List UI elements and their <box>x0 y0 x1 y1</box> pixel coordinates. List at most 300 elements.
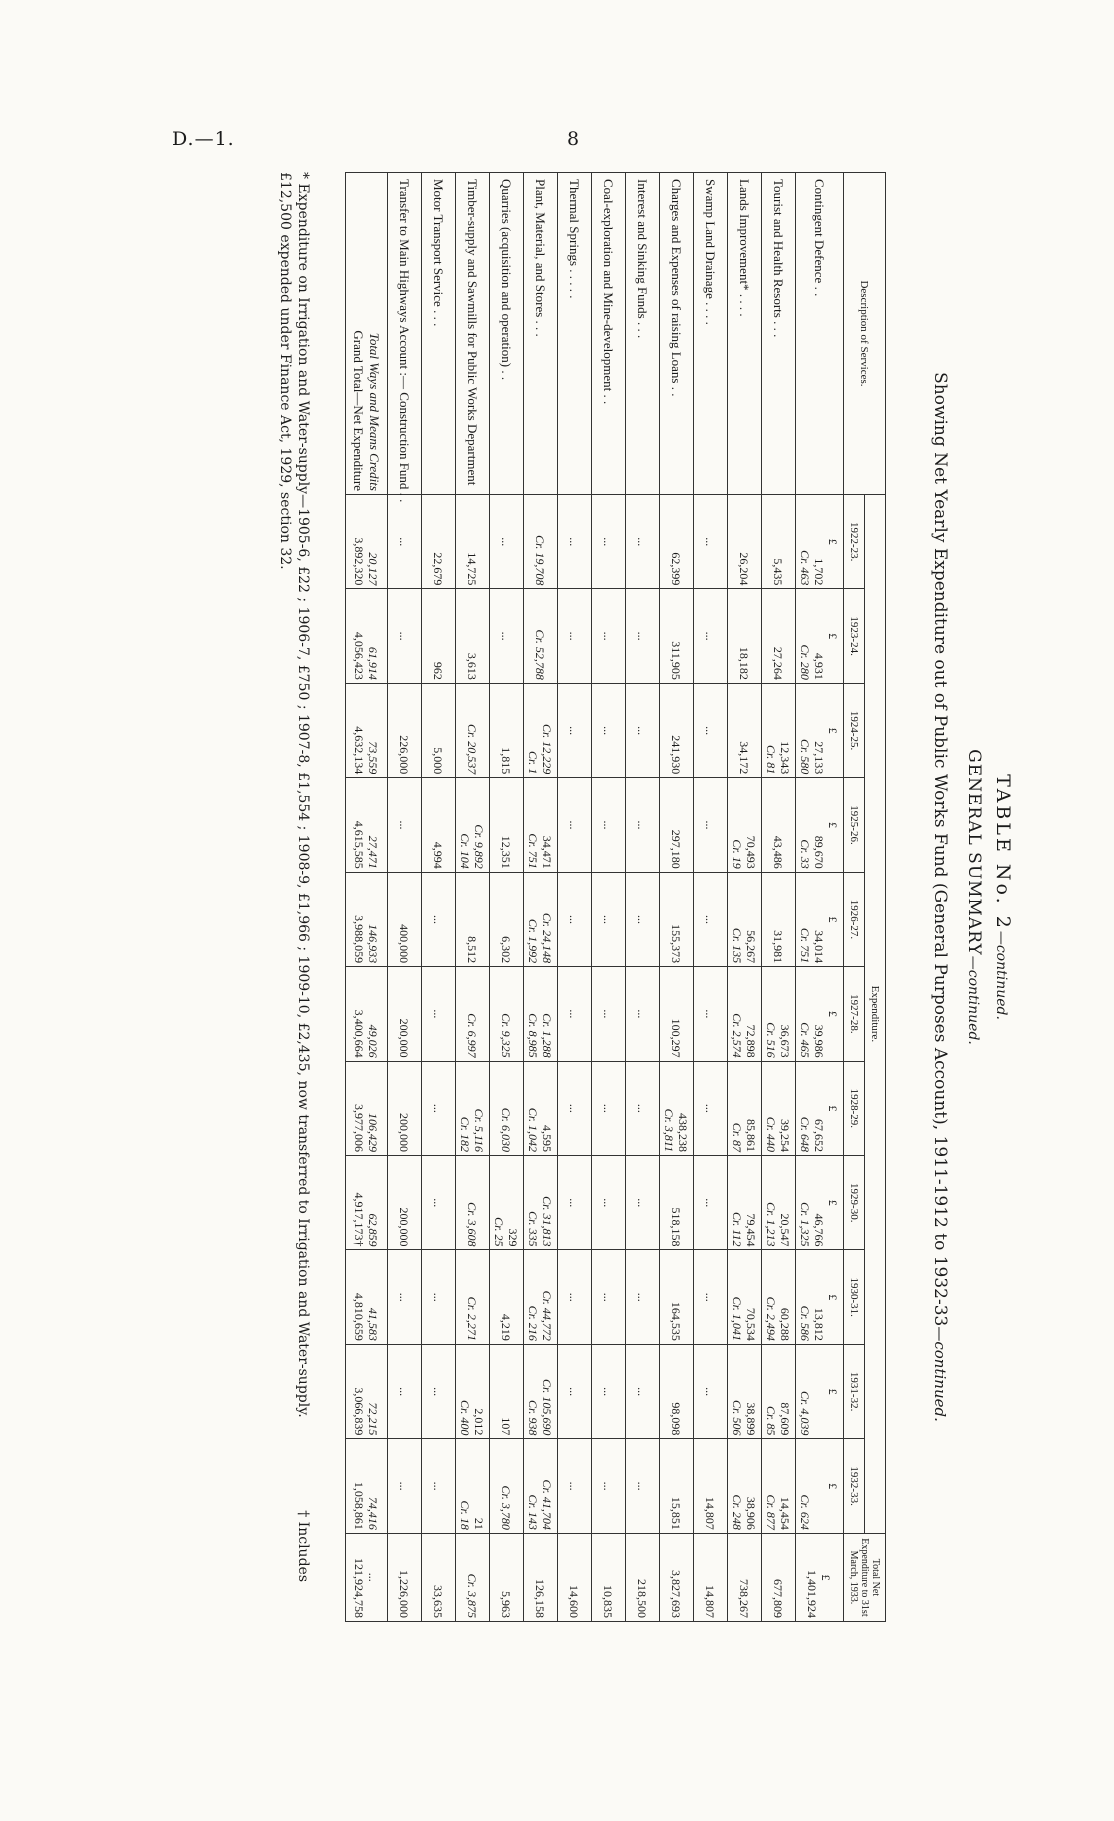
row-label: Transfer to Main Highways Account :— Construction Fund <box>397 179 413 490</box>
cell-line: ... <box>703 820 718 830</box>
cell-line: ... <box>635 1103 650 1113</box>
row-label: Swamp Land Drainage <box>703 179 719 299</box>
value-cell <box>456 1250 490 1344</box>
cell-line: Cr. 31,813 <box>540 1196 555 1247</box>
cell-line: ... <box>703 1198 718 1208</box>
leader-dots: . . <box>601 391 617 405</box>
cell-line: ... <box>397 1387 412 1397</box>
cell-line: ... <box>703 726 718 736</box>
cell-line: 677,809 <box>771 1579 786 1618</box>
value-cell <box>456 872 490 966</box>
cell-line: Cr. 586 <box>798 1305 813 1341</box>
cell-line: ... <box>703 1387 718 1397</box>
value-cell <box>762 1156 796 1250</box>
cell-line: Cr. 1,288 <box>540 1013 555 1058</box>
cell-line: 89,670 <box>812 835 827 869</box>
table-row <box>388 173 422 1622</box>
value-cell <box>694 494 728 588</box>
cell-line: ... <box>567 1009 582 1019</box>
cell-line: 70,534 <box>744 1307 759 1341</box>
row-description <box>456 173 490 495</box>
value-cell <box>388 683 422 777</box>
cell-line: ... <box>601 1481 616 1491</box>
cell-line: ... <box>635 820 650 830</box>
value-cell <box>728 1156 762 1250</box>
cell-line: ... <box>703 631 718 641</box>
cell-line: ... <box>567 726 582 736</box>
value-cell <box>388 1439 422 1534</box>
value-cell <box>762 589 796 683</box>
footnote-star-continued: £12,500 expended under Finance Act, 1929, section 32. <box>277 172 293 570</box>
cell-line: 18,182 <box>737 646 752 680</box>
leader-dots: . . . . <box>703 298 719 325</box>
value-cell <box>388 778 422 872</box>
cell-line: Cr. 938 <box>526 1400 541 1436</box>
cell-line: ... <box>397 537 412 547</box>
value-cell <box>592 1061 626 1155</box>
value-cell <box>694 589 728 683</box>
value-cell <box>524 589 558 683</box>
expenditure-table <box>345 172 886 1622</box>
credits-value: 73,559 <box>366 741 381 775</box>
total-cell <box>346 683 388 777</box>
cell-line <box>813 1442 827 1530</box>
cell-line: 5,000 <box>431 747 446 775</box>
cell-line: 3,613 <box>465 652 480 680</box>
value-cell <box>796 778 844 872</box>
value-cell <box>524 1439 558 1534</box>
cell-line: Cr. 4,039 <box>798 1391 813 1436</box>
cell-line: 3,827,693 <box>669 1570 684 1618</box>
cell-line: 126,158 <box>533 1579 548 1618</box>
value-cell <box>796 967 844 1061</box>
value-cell <box>694 1061 728 1155</box>
value-cell <box>422 1250 456 1344</box>
row-label: Interest and Sinking Funds <box>635 179 651 319</box>
value-cell <box>762 872 796 966</box>
cell-line: 14,807 <box>703 1585 718 1618</box>
value-cell <box>558 778 592 872</box>
cell-line: Cr. 465 <box>798 1022 813 1058</box>
value-cell <box>558 1061 592 1155</box>
cell-line: ... <box>567 631 582 641</box>
header-row-group <box>865 173 886 1622</box>
leader-dots: . . <box>669 383 685 397</box>
value-cell <box>728 1344 762 1438</box>
value-cell <box>456 1344 490 1438</box>
cell-line: Cr. 112 <box>730 1212 745 1247</box>
cell-line: ... <box>567 1103 582 1113</box>
value-cell <box>728 589 762 683</box>
value-cell <box>762 1344 796 1438</box>
value-cell <box>422 872 456 966</box>
cell-line: Cr. 400 <box>458 1400 473 1436</box>
totals-row <box>346 173 388 1622</box>
cell-line: £ <box>826 538 841 545</box>
cell-line: Cr. 3,875 <box>465 1573 480 1618</box>
value-cell <box>456 778 490 872</box>
credits-value: 106,429 <box>366 1113 381 1153</box>
grand-total-label: Grand Total—Net Expenditure <box>351 330 367 491</box>
year-header: 1932-33. <box>844 1439 865 1534</box>
value-cell <box>796 1156 844 1250</box>
cell-line: 14,600 <box>567 1585 582 1618</box>
cell-line: 738,267 <box>737 1579 752 1618</box>
year-header: 1923-24. <box>844 589 865 683</box>
cell-line: Cr. 85 <box>764 1406 779 1436</box>
cell-line: ... <box>397 1292 412 1302</box>
value-cell <box>388 494 422 588</box>
cell-line: 62,399 <box>669 552 684 586</box>
value-cell <box>422 778 456 872</box>
value-cell <box>490 967 524 1061</box>
rotated-table-block <box>194 172 1014 1622</box>
row-label: Timber-supply and Sawmills for Public Works Department <box>465 179 481 486</box>
value-cell <box>796 1439 844 1534</box>
cell-line: 56,267 <box>744 930 759 964</box>
value-cell <box>694 1250 728 1344</box>
cell-line: Cr. 248 <box>730 1494 745 1530</box>
value-cell <box>694 778 728 872</box>
total-cell <box>346 1533 388 1621</box>
value-cell <box>762 1439 796 1534</box>
cell-line: 34,471 <box>540 835 555 869</box>
table-titles <box>874 172 1014 1622</box>
cell-line: 297,180 <box>669 829 684 869</box>
cell-line: ... <box>601 537 616 547</box>
value-cell <box>456 1533 490 1621</box>
total-cell <box>346 1439 388 1534</box>
table-row <box>796 173 844 1622</box>
cell-line: 38,899 <box>744 1402 759 1436</box>
cell-line: ... <box>635 537 650 547</box>
value-cell <box>694 1344 728 1438</box>
cell-line: Cr. 751 <box>798 927 813 964</box>
cell-line: ... <box>397 631 412 641</box>
grand-total-value: 3,988,059 <box>352 915 367 964</box>
cell-line <box>813 1348 827 1435</box>
cell-line: 12,343 <box>778 741 793 775</box>
cell-line: ... <box>601 1292 616 1302</box>
cell-line: £ <box>826 1010 841 1017</box>
value-cell <box>490 589 524 683</box>
cell-line: Cr. 216 <box>526 1305 541 1341</box>
value-cell <box>796 589 844 683</box>
table-row <box>422 173 456 1622</box>
value-cell <box>728 1439 762 1534</box>
cell-line: 27,133 <box>812 741 827 775</box>
value-cell <box>422 589 456 683</box>
cell-line: 12,351 <box>499 835 514 869</box>
value-cell <box>490 1061 524 1155</box>
table-number-title: TABLE No. 2—continued. <box>992 774 1014 1020</box>
cell-line: ... <box>499 631 514 641</box>
cell-line: Cr. 81 <box>764 744 779 775</box>
cell-line: £ <box>826 633 841 640</box>
value-cell <box>694 1156 728 1250</box>
credits-value: 61,914 <box>366 646 381 680</box>
value-cell <box>490 1156 524 1250</box>
value-cell <box>524 683 558 777</box>
credits-value: 146,933 <box>366 924 381 964</box>
row-label: Quarries (acquisition and operation) <box>499 179 515 368</box>
cell-line: ... <box>601 820 616 830</box>
value-cell <box>558 1344 592 1438</box>
leader-dots: . . . . . <box>567 266 583 299</box>
cell-line: 438,238 <box>676 1113 691 1153</box>
row-description <box>694 173 728 495</box>
year-header: 1927-28. <box>844 967 865 1061</box>
credits-value: ... <box>366 1572 381 1582</box>
cell-line: Cr. 516 <box>764 1022 779 1058</box>
cell-line: Cr. 19 <box>730 839 745 869</box>
cell-line: 311,905 <box>669 641 684 680</box>
value-cell <box>456 1061 490 1155</box>
value-cell <box>490 1344 524 1438</box>
value-cell <box>456 1439 490 1534</box>
cell-line: Cr. 12,229 <box>540 723 555 775</box>
cell-line: Cr. 463 <box>798 550 813 586</box>
value-cell <box>626 778 660 872</box>
cell-line: Cr. 1,042 <box>526 1107 541 1153</box>
row-label: Motor Transport Service <box>431 179 447 307</box>
cell-line: 241,930 <box>669 735 684 775</box>
value-cell <box>558 683 592 777</box>
grand-total-value: 3,400,664 <box>352 1009 367 1058</box>
value-cell <box>558 589 592 683</box>
cell-line: 400,000 <box>397 924 412 964</box>
cell-line: £ <box>826 1388 841 1395</box>
total-cell <box>346 1344 388 1438</box>
grand-total-value: 4,810,659 <box>352 1292 367 1341</box>
cell-line: 38,906 <box>744 1496 759 1530</box>
table-row <box>728 173 762 1622</box>
total-cell <box>346 589 388 683</box>
value-cell <box>796 872 844 966</box>
total-cell <box>346 1250 388 1344</box>
footnotes <box>276 172 312 1622</box>
cell-line: 39,986 <box>812 1024 827 1058</box>
cell-line: 2,012 <box>472 1408 487 1436</box>
value-cell <box>592 1250 626 1344</box>
value-cell <box>728 1250 762 1344</box>
cell-line: £ <box>826 1294 841 1301</box>
cell-line: ... <box>635 1387 650 1397</box>
cell-line: 218,500 <box>635 1579 650 1618</box>
row-description <box>728 173 762 495</box>
totals-labels <box>346 173 388 495</box>
value-cell <box>728 967 762 1061</box>
cell-line: Cr. 624 <box>798 1494 813 1530</box>
value-cell <box>422 494 456 588</box>
value-cell <box>796 1533 844 1621</box>
value-cell <box>694 683 728 777</box>
value-cell <box>626 1344 660 1438</box>
table-row <box>694 173 728 1622</box>
cell-line: 85,861 <box>744 1119 759 1153</box>
cell-line: 39,254 <box>778 1119 793 1153</box>
value-cell <box>796 494 844 588</box>
row-label: Charges and Expenses of raising Loans <box>669 179 685 384</box>
cell-line: 20,547 <box>778 1213 793 1247</box>
cell-line: ... <box>431 1481 446 1491</box>
cell-line: ... <box>567 1481 582 1491</box>
value-cell <box>524 872 558 966</box>
row-description <box>388 173 422 503</box>
value-cell <box>456 967 490 1061</box>
value-cell <box>626 1533 660 1621</box>
cell-line: £ <box>826 727 841 734</box>
total-cell <box>346 872 388 966</box>
value-cell <box>660 1061 694 1155</box>
cell-line: Cr. 1,325 <box>798 1202 813 1247</box>
cell-line: 1,702 <box>812 558 827 586</box>
table-row <box>524 173 558 1622</box>
cell-line: ... <box>635 1292 650 1302</box>
cell-line: £ <box>826 1199 841 1206</box>
row-description <box>626 173 660 495</box>
cell-line: ... <box>567 1387 582 1397</box>
total-cell <box>346 1156 388 1250</box>
ways-means-label: Total Ways and Means Credits <box>367 332 383 491</box>
value-cell <box>660 1344 694 1438</box>
credits-value: 74,416 <box>366 1496 381 1530</box>
cell-line: 1,401,924 <box>805 1570 820 1618</box>
row-label: Coal-exploration and Mine-development <box>601 179 617 392</box>
value-cell <box>456 494 490 588</box>
grand-total-value: 3,892,320 <box>352 537 367 586</box>
credits-value: 20,127 <box>366 552 381 586</box>
value-cell <box>592 778 626 872</box>
credits-value: 72,215 <box>366 1402 381 1436</box>
cell-line: 4,595 <box>540 1125 555 1153</box>
year-header: 1925-26. <box>844 778 865 872</box>
value-cell <box>626 872 660 966</box>
value-cell <box>422 967 456 1061</box>
value-cell <box>694 1439 728 1534</box>
cell-line: ... <box>635 1009 650 1019</box>
value-cell <box>592 1533 626 1621</box>
value-cell <box>626 1439 660 1534</box>
value-cell <box>490 1533 524 1621</box>
cell-line: ... <box>431 1198 446 1208</box>
cell-line: Cr. 44,772 <box>540 1290 555 1341</box>
value-cell <box>388 1250 422 1344</box>
cell-line: 43,486 <box>771 835 786 869</box>
cell-line: 164,535 <box>669 1301 684 1341</box>
cell-line: ... <box>567 914 582 924</box>
cell-line: £ <box>819 1574 834 1581</box>
row-description <box>524 173 558 495</box>
cell-line: 14,454 <box>778 1496 793 1530</box>
cell-line: ... <box>601 1387 616 1397</box>
cell-line: 14,807 <box>703 1496 718 1530</box>
cell-line: 100,297 <box>669 1018 684 1058</box>
credits-value: 41,583 <box>366 1307 381 1341</box>
value-cell <box>660 967 694 1061</box>
value-cell <box>626 589 660 683</box>
year-header: 1930-31. <box>844 1250 865 1344</box>
value-cell <box>388 872 422 966</box>
cell-line: Cr. 335 <box>526 1211 541 1247</box>
row-description <box>660 173 694 495</box>
value-cell <box>592 1344 626 1438</box>
cell-line: 34,014 <box>812 930 827 964</box>
grand-total-value: 3,977,006 <box>352 1104 367 1153</box>
cell-line: £ <box>826 1105 841 1112</box>
table-row <box>490 173 524 1622</box>
grand-total-value: 121,924,758 <box>352 1558 367 1618</box>
cell-line: 5,963 <box>499 1591 514 1618</box>
value-cell <box>456 589 490 683</box>
cell-line: 4,219 <box>499 1313 514 1341</box>
value-cell <box>728 778 762 872</box>
cell-line: ... <box>567 537 582 547</box>
cell-line: 31,981 <box>771 930 786 964</box>
value-cell <box>558 872 592 966</box>
value-cell <box>558 1439 592 1534</box>
value-cell <box>762 683 796 777</box>
cell-line: 226,000 <box>397 735 412 775</box>
cell-line: 8,512 <box>465 936 480 964</box>
value-cell <box>558 967 592 1061</box>
value-cell <box>422 683 456 777</box>
value-cell <box>388 1344 422 1438</box>
cell-line: ... <box>703 1103 718 1113</box>
value-cell <box>660 1533 694 1621</box>
cell-line: Cr. 1,213 <box>764 1202 779 1247</box>
cell-line: 1,815 <box>499 747 514 775</box>
page-number: 8 <box>567 128 580 150</box>
value-cell <box>660 683 694 777</box>
value-cell <box>626 494 660 588</box>
cell-line: 1,226,000 <box>397 1570 412 1618</box>
cell-line: 98,098 <box>669 1402 684 1436</box>
cell-line: Cr. 41,704 <box>540 1479 555 1530</box>
value-cell <box>592 872 626 966</box>
credits-value: 49,026 <box>366 1024 381 1058</box>
row-description <box>490 173 524 495</box>
cell-line: Cr. 3,608 <box>465 1202 480 1247</box>
cell-line: Cr. 104 <box>458 833 473 869</box>
value-cell <box>762 1250 796 1344</box>
grand-total-value: 4,056,423 <box>352 631 367 680</box>
value-cell <box>388 1533 422 1621</box>
grand-total-value: 4,632,134 <box>352 726 367 775</box>
value-cell <box>524 967 558 1061</box>
value-cell <box>694 1533 728 1621</box>
cell-line: Cr. 5,116 <box>472 1108 487 1153</box>
value-cell <box>490 494 524 588</box>
cell-line: ... <box>397 820 412 830</box>
cell-line: Cr. 648 <box>798 1116 813 1153</box>
value-cell <box>728 1061 762 1155</box>
cell-line: 200,000 <box>397 1018 412 1058</box>
cell-line: Cr. 24,148 <box>540 912 555 964</box>
value-cell <box>490 872 524 966</box>
row-label: Lands Improvement* <box>737 179 753 291</box>
cell-line: 4,931 <box>812 652 827 680</box>
leader-dots: . . . <box>533 317 549 337</box>
value-cell <box>796 1061 844 1155</box>
table-body <box>346 173 844 1622</box>
value-cell <box>388 1156 422 1250</box>
year-header: 1931-32. <box>844 1344 865 1438</box>
row-label: Contingent Defence <box>812 179 828 284</box>
footnote-star: * Expenditure on Irrigation and Water-supply—1905-6, £22 ; 1906-7, £750 ; 1907-8, £1,554 ; 1908-9, £1,966 ; 1909-10, £2,435, now transferred to Irrigation and Water-supply. <box>295 172 311 1418</box>
value-cell <box>524 1156 558 1250</box>
value-cell <box>422 1439 456 1534</box>
